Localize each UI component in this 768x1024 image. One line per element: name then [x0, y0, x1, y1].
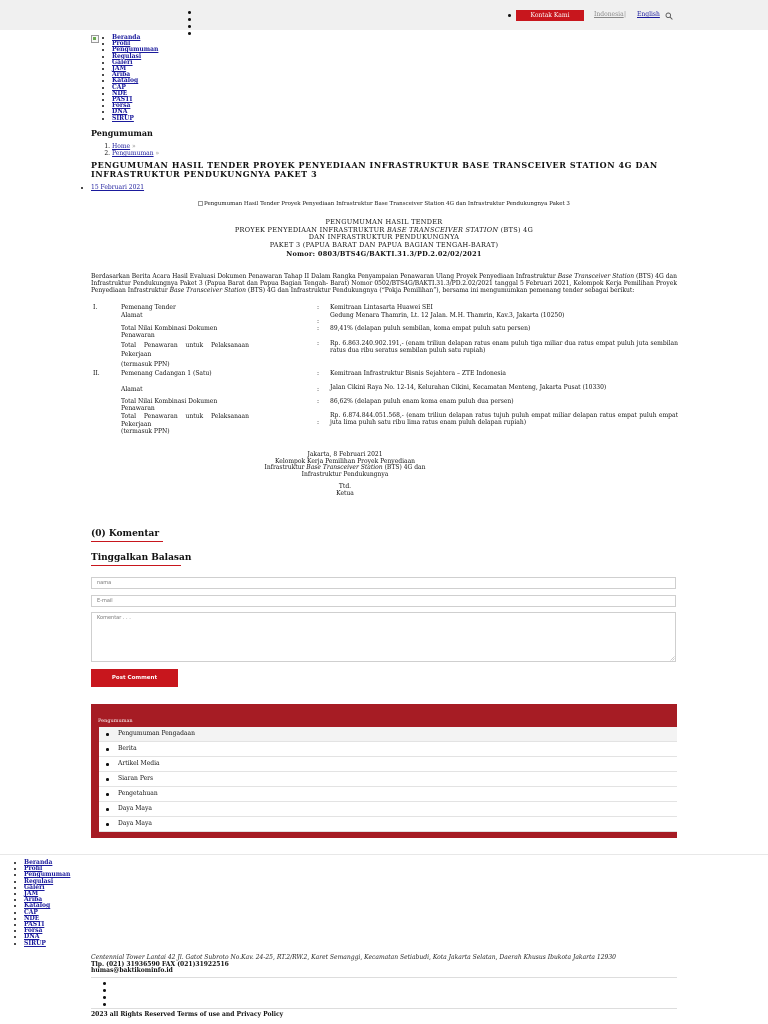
result-value: Rp. 6.863.240.902.191,- (enam triliun delapan ratus enam puluh tiga miliar dua ratus empat puluh juta sembilan ratus dua ribu seratus sembilan puluh satu rupiah)	[330, 340, 678, 354]
image-alt-text: Pengumuman Hasil Tender Proyek Penyediaan Infrastruktur Base Transceiver Station 4G dan Infrastruktur Pendukungnya Paket 3	[204, 201, 570, 207]
signature-role: Ketua	[336, 489, 354, 497]
footer-nav-link-forsa[interactable]: Forsa	[24, 927, 43, 935]
footer-nav-link-nde[interactable]: NDE	[24, 914, 40, 922]
breadcrumb-pengumuman-link[interactable]: Pengumuman	[112, 150, 154, 157]
nav-link-nde[interactable]: NDE	[112, 89, 128, 97]
result-number: II.	[93, 370, 100, 377]
footer-divider	[0, 854, 768, 855]
result-value: Kemitraan Infrastruktur Bisnis Sejahtera – ZTE Indonesia	[330, 370, 506, 377]
nav-link-beranda[interactable]: Beranda	[112, 34, 141, 41]
result-label: Alamat	[121, 386, 143, 393]
result-label: Total Nilai Kombinasi Dokumen Penawaran	[121, 398, 218, 412]
colon: :	[317, 386, 320, 393]
nav-link-dna[interactable]: DNA	[112, 108, 128, 116]
result-value: Gedung Menara Thamrin, Lt. 12 Jalan. M.H. Thamrin, Kav.3, Jakarta (10250)	[330, 312, 565, 319]
signature-block	[0, 452, 690, 498]
footer-nav	[12, 860, 70, 947]
document-heading	[0, 219, 768, 249]
category-item[interactable]: Siaran Pers	[99, 772, 677, 787]
result-value: Kemitraan Lintasarta Huawei SEI	[330, 304, 433, 311]
breadcrumb-item	[112, 150, 159, 157]
social-link[interactable]	[103, 982, 106, 985]
search-icon[interactable]	[665, 12, 673, 20]
footer-phone: Tlp. (021) 31936590 FAX (021)31922516	[91, 961, 229, 968]
nav-item	[112, 116, 158, 122]
category-item[interactable]: Pengetahuan	[99, 787, 677, 802]
footer-nav-link-pengumuman[interactable]: Pengumuman	[24, 871, 71, 879]
category-item[interactable]: Berita	[99, 742, 677, 757]
nav-link-pengumuman[interactable]: Pengumuman	[112, 46, 159, 54]
section-title: Pengumuman	[91, 128, 153, 138]
colon: :	[317, 304, 320, 311]
article-image	[0, 201, 768, 207]
widget-title: Pengumuman	[98, 718, 133, 724]
signature-line: Kelompok Kerja Pemilihan Proyek Penyediaan	[274, 457, 416, 465]
broken-image-icon	[198, 201, 203, 206]
nav-link-forsa[interactable]: Forsa	[112, 102, 131, 110]
footer-nav-link-cap[interactable]: CAP	[24, 908, 38, 916]
result-label: (termasuk PPN)	[121, 361, 170, 368]
result-label: Total Nilai Kombinasi Dokumen Penawaran	[121, 325, 218, 339]
result-label: (termasuk PPN)	[121, 428, 170, 435]
nav-link-cap[interactable]: CAP	[112, 83, 126, 91]
name-input[interactable]	[91, 577, 676, 589]
breadcrumb-item	[112, 143, 159, 150]
colon: :	[317, 325, 320, 332]
doc-heading-line: PROYEK PENYEDIAAN INFRASTRUKTUR BASE TRANSCEIVER STATION (BTS) 4G	[234, 225, 534, 234]
category-item[interactable]: Daya Maya	[99, 802, 677, 817]
footer-nav-link-galeri[interactable]: Galeri	[24, 883, 45, 891]
footer-divider	[91, 1008, 677, 1009]
nav-link-sirup[interactable]: SIRUP	[112, 114, 134, 122]
breadcrumb-home-link[interactable]: Home	[112, 143, 131, 150]
doc-heading-line: DAN INFRASTRUKTUR PENDUKUNGNYA	[308, 233, 460, 241]
main-nav	[100, 35, 158, 122]
social-link[interactable]	[103, 989, 106, 992]
nav-link-ariba[interactable]: Ariba	[112, 71, 131, 79]
nav-link-katalog[interactable]: Katalog	[112, 77, 139, 85]
footer-nav-link-dna[interactable]: DNA	[24, 933, 40, 941]
category-item[interactable]: Artikel Media	[99, 757, 677, 772]
footer-social-list	[103, 982, 106, 1010]
bullet-icon	[508, 14, 511, 17]
result-value: 86,62% (delapan puluh enam koma enam puluh dua persen)	[330, 398, 514, 405]
comment-count-title: (0) Komentar	[91, 529, 160, 539]
social-link[interactable]	[103, 1003, 106, 1006]
signature-line: Jakarta, 8 Februari 2021	[307, 451, 383, 458]
breadcrumb-separator: »	[155, 150, 160, 157]
signature-ttd: Ttd.	[338, 483, 352, 491]
result-label: Pemenang Cadangan 1 (Satu)	[121, 370, 212, 377]
footer-address: Centennial Tower Lantai 42 Jl. Gatot Subroto No.Kav. 24-25, RT.2/RW.2, Karet Semanggi, Kecamatan Setiabudi, Kota Jakarta Selatan, Daerah Khusus Ibukota Jakarta 12930	[91, 954, 616, 961]
result-label: Total Penawaran untuk Pelaksanaan Pekerjaan	[121, 413, 249, 428]
signature-line: Infrastruktur Base Transceiver Station (BTS) 4G dan	[264, 464, 426, 472]
social-link[interactable]	[188, 25, 191, 28]
broken-image-icon[interactable]	[91, 35, 99, 43]
social-link[interactable]	[103, 996, 106, 999]
nav-link-profil[interactable]: Profil	[112, 40, 131, 48]
result-label: Pemenang Tender	[121, 304, 176, 311]
resize-handle-icon[interactable]	[670, 656, 675, 661]
result-number: I.	[93, 304, 98, 311]
footer-nav-link-profil[interactable]: Profil	[24, 865, 43, 873]
footer-nav-link-ariba[interactable]: Ariba	[24, 896, 43, 904]
post-date-item	[91, 185, 144, 192]
post-title: PENGUMUMAN HASIL TENDER PROYEK PENYEDIAAN INFRASTRUKTUR BASE TRANSCEIVER STATION 4G DAN INFRASTRUKTUR PENDUKUNGNYA PAKET 3	[91, 160, 658, 179]
footer-nav-link-jam[interactable]: JAM	[24, 890, 39, 898]
category-list	[99, 727, 677, 832]
colon: :	[317, 398, 320, 405]
colon: :	[317, 340, 320, 347]
divider	[91, 565, 181, 566]
reply-title: Tinggalkan Balasan	[91, 553, 192, 563]
result-label: Total Penawaran untuk Pelaksanaan Pekerjaan	[121, 342, 249, 358]
email-input[interactable]	[91, 595, 676, 607]
contact-button[interactable]: Kontak Kami	[516, 10, 584, 21]
footer-nav-link-beranda[interactable]: Beranda	[24, 859, 53, 866]
doc-heading-line: PAKET 3 (PAPUA BARAT DAN PAPUA BAGIAN TENGAH-BARAT)	[269, 240, 499, 249]
post-date-link[interactable]: 15 Februari 2021	[91, 184, 145, 191]
post-meta	[84, 185, 144, 192]
result-value: 89,41% (delapan puluh sembilan, koma empat puluh satu persen)	[330, 325, 531, 332]
colon: :	[317, 370, 320, 377]
social-link[interactable]	[188, 11, 191, 14]
document-number: Nomor: 0803/BTS4G/BAKTI.31.3/PD.2.02/02/2021	[286, 250, 482, 258]
footer-nav-link-sirup[interactable]: SIRUP	[24, 939, 46, 947]
category-widget	[91, 704, 677, 838]
result-value: Rp. 6.874.844.051.568,- (enam triliun delapan ratus tujuh puluh empat miliar delapan ratus empat puluh empat juta lima puluh satu ribu lima ratus enam puluh delapan rupiah)	[330, 412, 678, 426]
post-comment-button[interactable]: Post Comment	[91, 669, 178, 687]
nav-link-jam[interactable]: JAM	[112, 65, 127, 73]
nav-link-galeri[interactable]: Galeri	[112, 58, 133, 66]
footer-divider	[91, 977, 677, 978]
breadcrumb	[100, 143, 159, 157]
footer-nav-item	[24, 941, 70, 947]
lang-indonesia-link[interactable]: Indonesia	[594, 11, 624, 18]
social-link[interactable]	[188, 32, 191, 35]
comment-textarea[interactable]	[91, 612, 676, 662]
top-bar	[0, 0, 768, 30]
copyright: 2023 all Rights Reserved Terms of use and Privacy Policy	[91, 1011, 284, 1018]
lang-separator: |	[624, 11, 627, 18]
footer-email: humas@baktikominfo.id	[91, 967, 173, 974]
top-social-list	[188, 11, 191, 39]
breadcrumb-separator: »	[132, 143, 136, 150]
footer-nav-link-katalog[interactable]: Katalog	[24, 902, 51, 910]
colon: :	[317, 419, 320, 426]
category-item[interactable]: Daya Maya	[99, 817, 677, 832]
signature-line: Infrastruktur Pendukungnya	[301, 470, 389, 478]
colon: :	[317, 318, 320, 325]
footer-nav-link-regulasi[interactable]: Regulasi	[24, 877, 54, 885]
nav-link-pasti[interactable]: PASTI	[112, 96, 133, 104]
result-label: Alamat	[121, 312, 143, 319]
footer-nav-link-pasti[interactable]: PASTI	[24, 921, 45, 929]
doc-heading-line: PENGUMUMAN HASIL TENDER	[325, 218, 443, 226]
intro-paragraph: Berdasarkan Berita Acara Hasil Evaluasi Dokumen Penawaran Tahap II Dalam Rangka Penyampaian Penawaran Ulang Proyek Penyediaan Infrastruktur Base Transceiver Station (BTS) 4G dan Infrastruktur Pendukungnya Paket 3 (Papua Barat dan Papua Bagian Tengah- Barat) Nomor 0502/BTS4G/BAKTI.31.3/PD.2.02/2021 tanggal 5 Februari 2021, Kelompok Kerja Pemilihan Proyek Penyediaan Infrastruktur Base Transceiver Station (BTS) 4G dan Infrastruktur Pendukungnya (“Pokja Pemilihan”), bersama ini mengumumkan pemenang tender sebagai berikut:	[91, 273, 677, 294]
divider	[91, 541, 163, 542]
lang-english-link[interactable]: English	[637, 11, 660, 18]
category-item[interactable]: Pengumuman Pengadaan	[99, 727, 677, 742]
social-link[interactable]	[188, 18, 191, 21]
nav-link-regulasi[interactable]: Regulasi	[112, 52, 142, 60]
result-value: Jalan Cikini Raya No. 12-14, Kelurahan Cikini, Kecamatan Menteng, Jakarta Pusat (10330)	[330, 384, 607, 391]
